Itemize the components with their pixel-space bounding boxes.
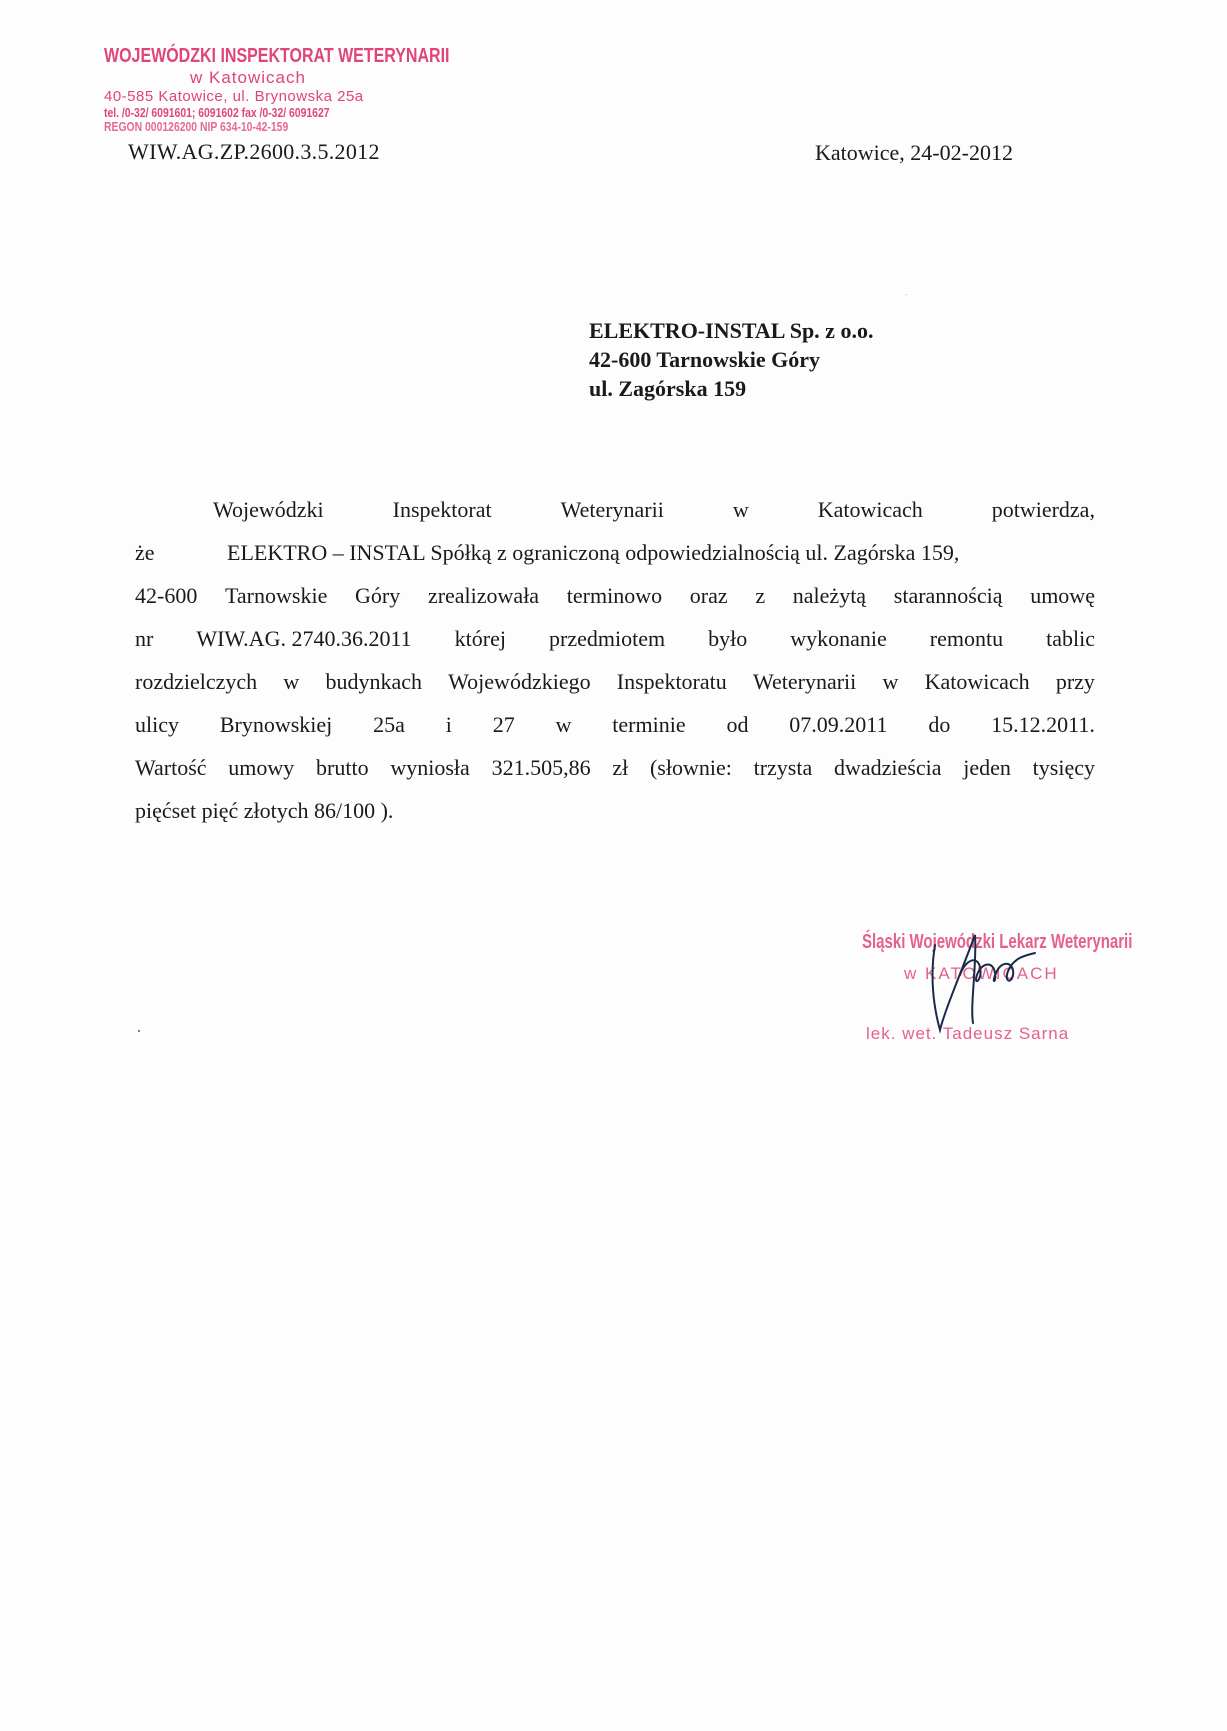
body-word: brutto	[316, 755, 369, 780]
body-word: 25a	[373, 712, 405, 737]
body-word: 27	[492, 712, 515, 737]
body-word: Inspektoratu	[616, 669, 727, 694]
body-word: Góry	[355, 583, 401, 608]
body-word: Brynowskiej	[219, 712, 333, 737]
body-word: starannością	[893, 583, 1003, 608]
body-word: ulicy	[135, 712, 179, 737]
body-line	[135, 488, 1095, 531]
body-word: oraz	[689, 583, 728, 608]
signature-stamp-name: lek. wet. Tadeusz Sarna	[866, 1024, 1070, 1043]
body-word: Katowicach	[817, 497, 923, 522]
body-word: tysięcy	[1032, 755, 1095, 780]
start-date: 07.09.2011	[789, 712, 888, 737]
body-word: rozdzielczych	[135, 669, 258, 694]
body-word: przy	[1055, 669, 1095, 694]
body-word: remontu	[929, 626, 1004, 651]
body-word: Wartość	[135, 755, 207, 780]
body-word: dwadzieścia	[834, 755, 942, 780]
body-word: było	[708, 626, 748, 651]
body-word: w	[732, 497, 749, 522]
body-word: której	[454, 626, 506, 651]
body-word: Tarnowskie	[225, 583, 328, 608]
body-word: umowy	[228, 755, 295, 780]
body-word: potwierdza,	[991, 497, 1095, 522]
contract-number: WIW.AG. 2740.36.2011	[196, 626, 412, 651]
body-word: tablic	[1046, 626, 1095, 651]
body-word: Wojewódzkiego	[448, 669, 591, 694]
body-word: wyniosła	[390, 755, 470, 780]
letter-body	[135, 488, 1095, 832]
stamp-institution-name: WOJEWÓDZKI INSPEKTORAT WETERYNARII	[104, 45, 450, 67]
body-word: terminie	[612, 712, 686, 737]
body-word: z	[755, 583, 766, 608]
body-line	[135, 617, 1095, 660]
body-word: do	[928, 712, 951, 737]
body-word: zrealizowała	[427, 583, 540, 608]
body-word: 42-600	[135, 583, 198, 608]
stamp-phone: tel. /0-32/ 6091601; 6091602 fax /0-32/ 6091627	[104, 105, 330, 120]
stamp-city: w Katowicach	[190, 68, 306, 87]
reference-number: WIW.AG.ZP.2600.3.5.2012	[128, 139, 380, 164]
addressee-city: 42-600 Tarnowskie Góry	[589, 347, 821, 372]
body-line	[135, 531, 1095, 574]
addressee-company: ELEKTRO-INSTAL Sp. z o.o.	[589, 318, 874, 343]
stamp-regon: REGON 000126200 NIP 634-10-42-159	[104, 119, 289, 134]
scan-mark: -	[905, 290, 908, 299]
body-word: zł	[612, 755, 629, 780]
institution-stamp	[104, 45, 450, 134]
signature-stamp-title: Śląski Wojewódzki Lekarz Weterynarii	[862, 931, 1133, 953]
body-word: od	[726, 712, 749, 737]
body-text-run: ELEKTRO – INSTAL Spółką z ograniczoną odpowiedzialnością ul. Zagórska 159,	[227, 540, 960, 565]
body-word: Katowicach	[924, 669, 1030, 694]
stray-mark	[138, 1030, 140, 1032]
body-word: terminowo	[566, 583, 663, 608]
body-word: przedmiotem	[549, 626, 666, 651]
body-word: (słownie:	[649, 755, 732, 780]
body-word: Wojewódzki	[213, 497, 324, 522]
end-date: 15.12.2011.	[991, 712, 1095, 737]
body-line	[135, 660, 1095, 703]
handwritten-signature	[905, 905, 1045, 1045]
body-word: jeden	[963, 755, 1011, 780]
signature-stamp-city: w KATOWICACH	[904, 964, 1059, 983]
body-text-run: pięćset pięć złotych 86/100 ).	[135, 798, 394, 823]
body-line	[135, 746, 1095, 789]
contract-amount: 321.505,86	[491, 755, 591, 780]
body-word: Weterynarii	[752, 669, 857, 694]
body-line	[135, 574, 1095, 617]
body-word: nr	[135, 626, 154, 651]
addressee-street: ul. Zagórska 159	[589, 376, 747, 401]
place-date: Katowice, 24-02-2012	[815, 140, 1013, 165]
body-word: trzysta	[753, 755, 813, 780]
body-word: w	[283, 669, 300, 694]
body-word: wykonanie	[790, 626, 887, 651]
body-word: i	[445, 712, 452, 737]
body-line	[135, 789, 1095, 832]
body-word: Inspektorat	[392, 497, 492, 522]
addressee-block	[589, 316, 873, 403]
body-line	[135, 703, 1095, 746]
body-word: umowę	[1030, 583, 1095, 608]
stamp-address: 40-585 Katowice, ul. Brynowska 25a	[104, 88, 364, 105]
body-word: należytą	[792, 583, 867, 608]
body-word: w	[555, 712, 572, 737]
body-word: w	[882, 669, 899, 694]
body-word: budynkach	[325, 669, 422, 694]
body-word: że	[135, 540, 155, 565]
body-word: Weterynarii	[560, 497, 664, 522]
